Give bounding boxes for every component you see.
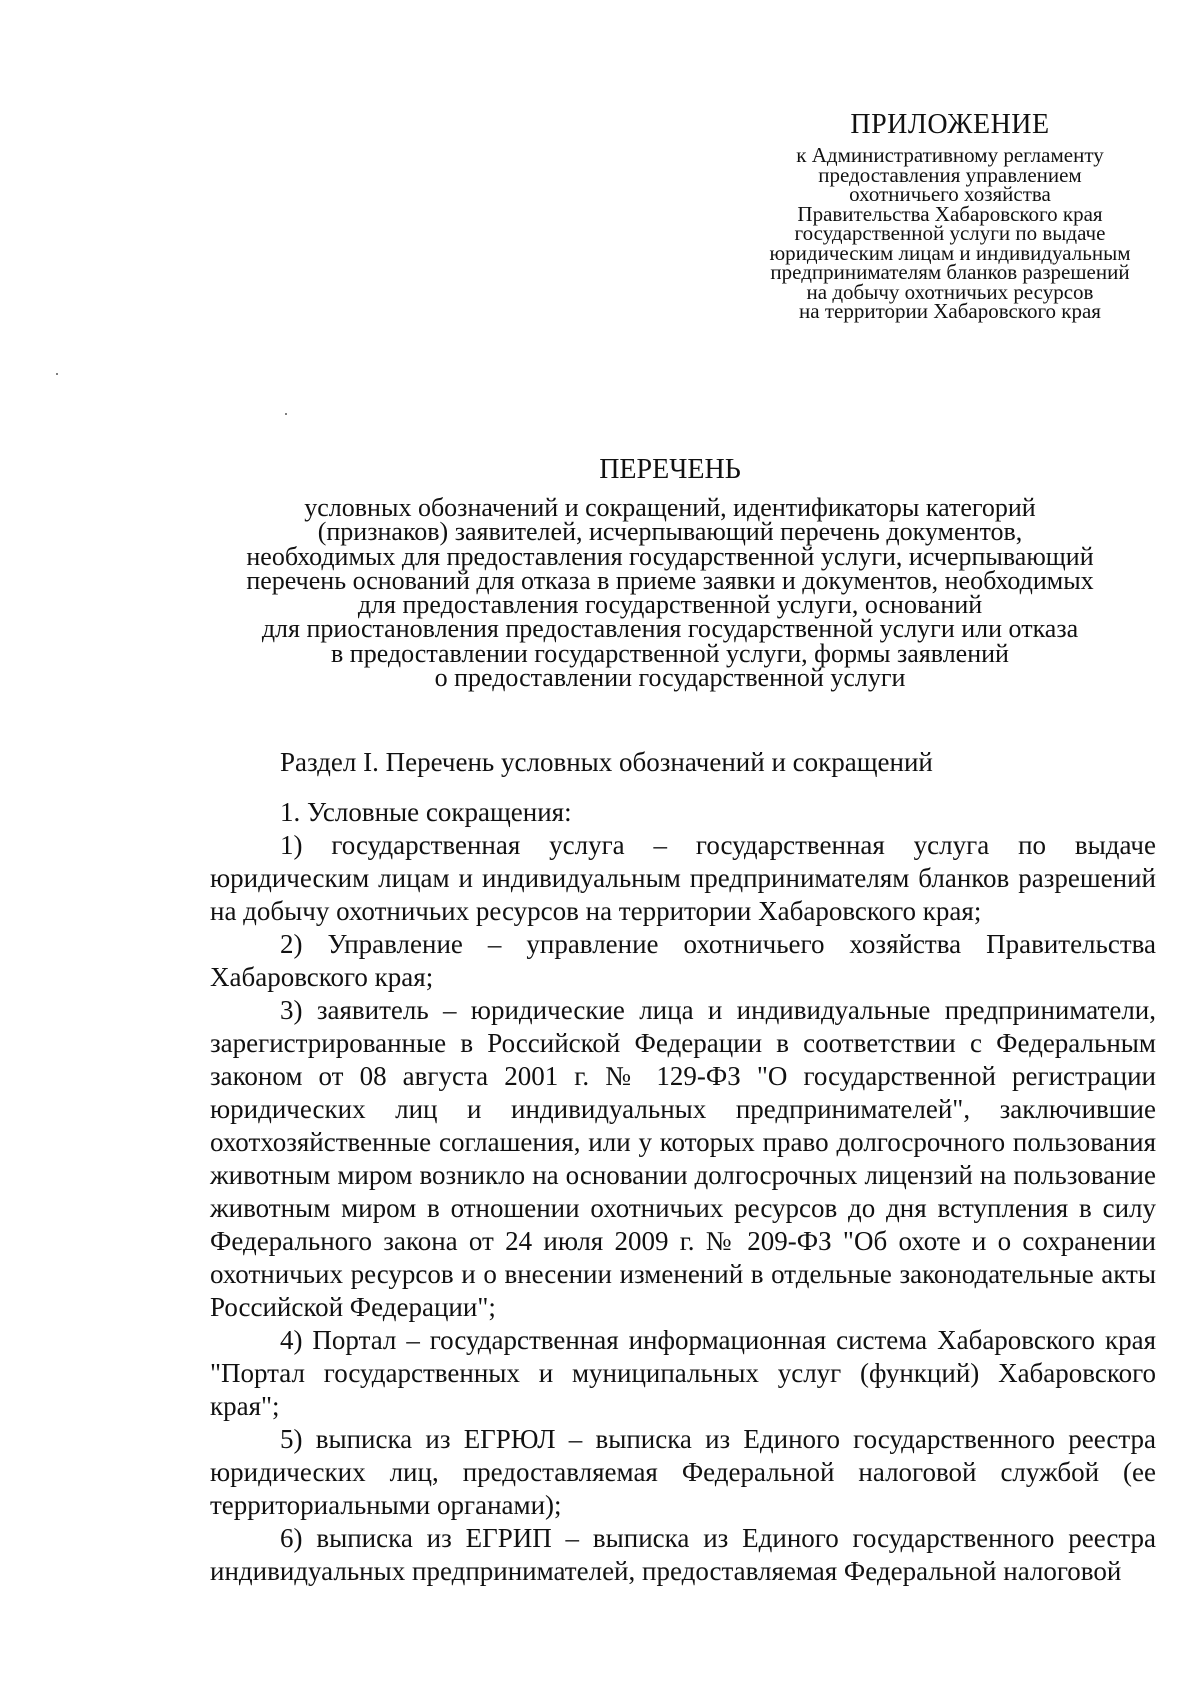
paragraph: 3) заявитель – юридические лица и индивидуальные предприниматели, зарегистрированные в Российской Федерации в соответствии с Федеральным законом от 08 августа 2001 г. № 129-ФЗ "О государственной регистрации юридических лиц и индивидуальных предпринимателей", заключившие охотхозяйственные соглашения, или у которых право долгосрочного пользования животным миром возникло на основании долгосрочных лицензий на пользование животным миром в отношении охотничьих ресурсов до дня вступления в силу Федерального закона от 24 июля 2009 г. № 209-ФЗ "Об охоте и о сохранении охотничьих ресурсов и о внесении изменений в отдельные законодательные акты Российской Федерации"; bbox=[210, 995, 1156, 1322]
subtitle-line: необходимых для предоставления государственной услуги, исчерпывающий bbox=[246, 541, 1094, 571]
subtitle-line: о предоставлении государственной услуги bbox=[434, 663, 906, 693]
document-body bbox=[210, 746, 1156, 1588]
appendix-line: государственной услуги по выдаче bbox=[794, 221, 1106, 245]
paragraph: 4) Портал – государственная информационная система Хабаровского края "Портал государственных и муниципальных услуг (функций) Хабаровского края"; bbox=[210, 1325, 1156, 1421]
scan-speck bbox=[285, 413, 287, 415]
appendix-line: к Административному регламенту bbox=[796, 143, 1104, 167]
paragraph: 1) государственная услуга – государственная услуга по выдаче юридическим лицам и индивидуальным предпринимателям бланков разрешений на добычу охотничьих ресурсов на территории Хабаровского края; bbox=[210, 830, 1156, 926]
section-title: Раздел I. Перечень условных обозначений и сокращений bbox=[280, 747, 933, 777]
appendix-line: Правительства Хабаровского края bbox=[797, 201, 1103, 226]
paragraph: 5) выписка из ЕГРЮЛ – выписка из Единого государственного реестра юридических лиц, предоставляемая Федеральной налоговой службой (ее территориальными органами); bbox=[210, 1424, 1156, 1520]
subtitle-line: для предоставления государственной услуги, оснований bbox=[357, 590, 983, 620]
paragraph: 6) выписка из ЕГРИП – выписка из Единого государственного реестра индивидуальных предпринимателей, предоставляемая Федеральной налоговой bbox=[210, 1523, 1156, 1586]
appendix-description bbox=[700, 143, 1200, 323]
appendix-line: юридическим лицам и индивидуальным bbox=[769, 240, 1131, 265]
subtitle-line: в предоставлении государственной услуги, формы заявлений bbox=[331, 638, 1009, 668]
document-title: ПЕРЕЧЕНЬ bbox=[599, 454, 741, 485]
appendix-title: ПРИЛОЖЕНИЕ bbox=[850, 109, 1050, 140]
document-subtitle bbox=[200, 493, 1140, 693]
subtitle-line: перечень оснований для отказа в приеме заявки и документов, необходимых bbox=[246, 565, 1094, 595]
appendix-header bbox=[700, 108, 1200, 322]
subtitle-line: (признаков) заявителей, исчерпывающий перечень документов, bbox=[317, 517, 1023, 547]
paragraph: 1. Условные сокращения: bbox=[280, 797, 572, 827]
subtitle-line: условных обозначений и сокращений, идентификаторы категорий bbox=[304, 493, 1036, 522]
subtitle-line: для приостановления предоставления государственной услуги или отказа bbox=[261, 614, 1079, 644]
document-title-block bbox=[200, 452, 1140, 693]
appendix-line: на территории Хабаровского края bbox=[799, 299, 1101, 323]
appendix-line: предоставления управлением bbox=[818, 162, 1082, 187]
appendix-line: на добычу охотничьих ресурсов bbox=[806, 279, 1094, 304]
appendix-line: охотничьего хозяйства bbox=[849, 182, 1051, 206]
scan-speck bbox=[56, 373, 58, 375]
appendix-line: предпринимателям бланков разрешений bbox=[770, 260, 1130, 284]
paragraph: 2) Управление – управление охотничьего хозяйства Правительства Хабаровского края; bbox=[210, 929, 1156, 992]
